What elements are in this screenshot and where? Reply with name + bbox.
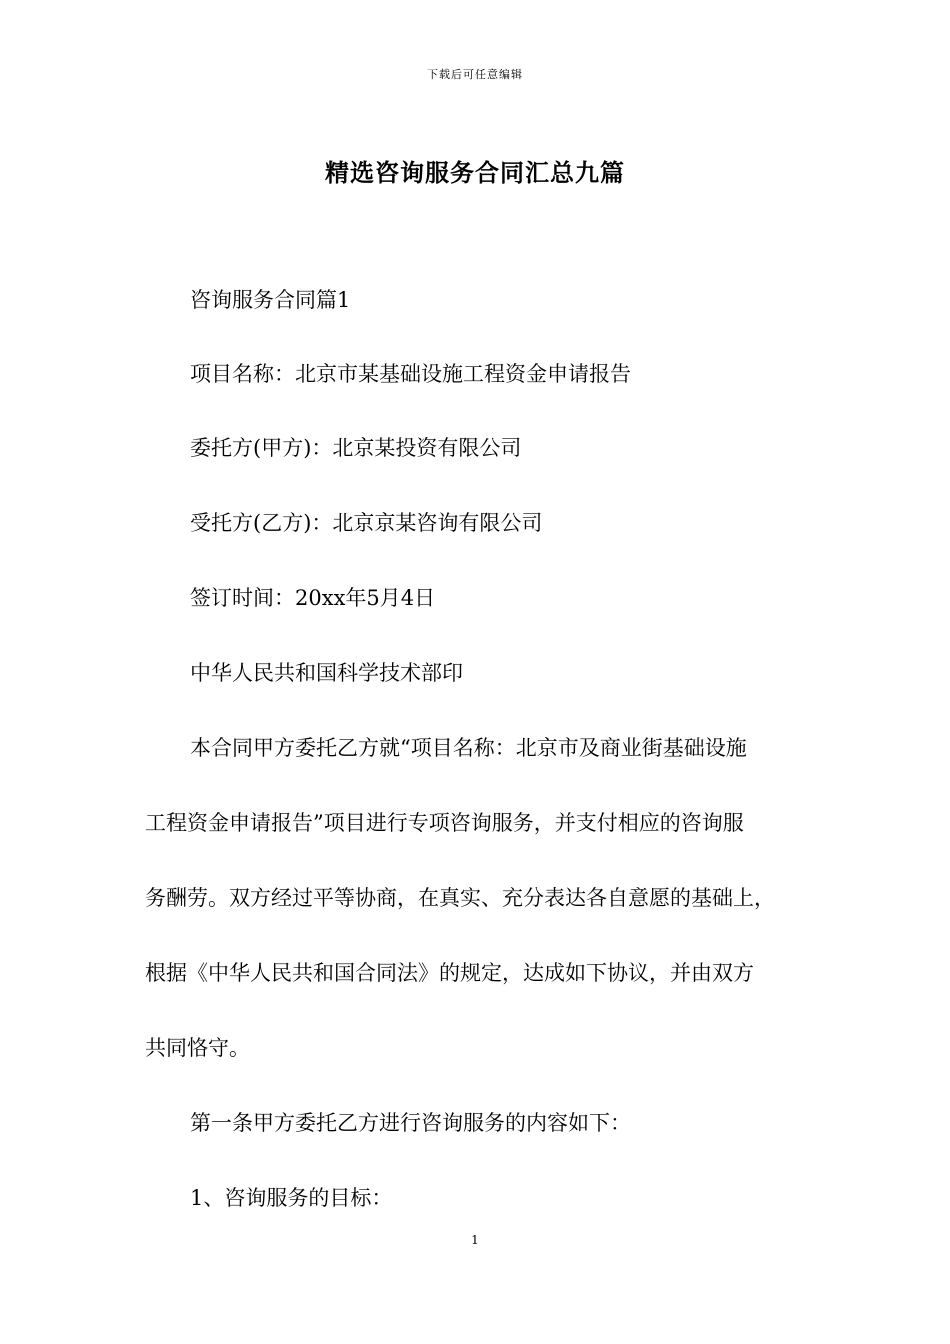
intro-line-3: 务酬劳。双方经过平等协商，在真实、充分表达各自意愿的基础上， xyxy=(145,886,775,910)
signing-date: 签订时间：20xx年5月4日 xyxy=(190,586,436,610)
section-heading: 咨询服务合同篇1 xyxy=(190,288,351,312)
header-note: 下载后可任意编辑 xyxy=(427,68,523,81)
project-name: 项目名称：北京市某基础设施工程资金申请报告 xyxy=(190,362,631,386)
intro-line-1: 本合同甲方委托乙方就“项目名称：北京市及商业街基础设施 xyxy=(190,736,747,760)
issuer: 中华人民共和国科学技术部印 xyxy=(190,661,463,685)
intro-line-2: 工程资金申请报告”项目进行专项咨询服务，并支付相应的咨询服 xyxy=(145,811,744,835)
intro-line-4: 根据《中华人民共和国合同法》的规定，达成如下协议，并由双方 xyxy=(145,961,754,985)
page-number: 1 xyxy=(471,1233,479,1247)
article-1: 第一条甲方委托乙方进行咨询服务的内容如下： xyxy=(190,1111,631,1135)
client-party: 委托方(甲方)：北京某投资有限公司 xyxy=(190,436,522,460)
intro-line-5: 共同恪守。 xyxy=(145,1036,250,1060)
contractor-party: 受托方(乙方)：北京京某咨询有限公司 xyxy=(190,511,543,535)
item-1: 1、咨询服务的目标： xyxy=(190,1186,393,1210)
document-title: 精选咨询服务合同汇总九篇 xyxy=(325,159,625,187)
